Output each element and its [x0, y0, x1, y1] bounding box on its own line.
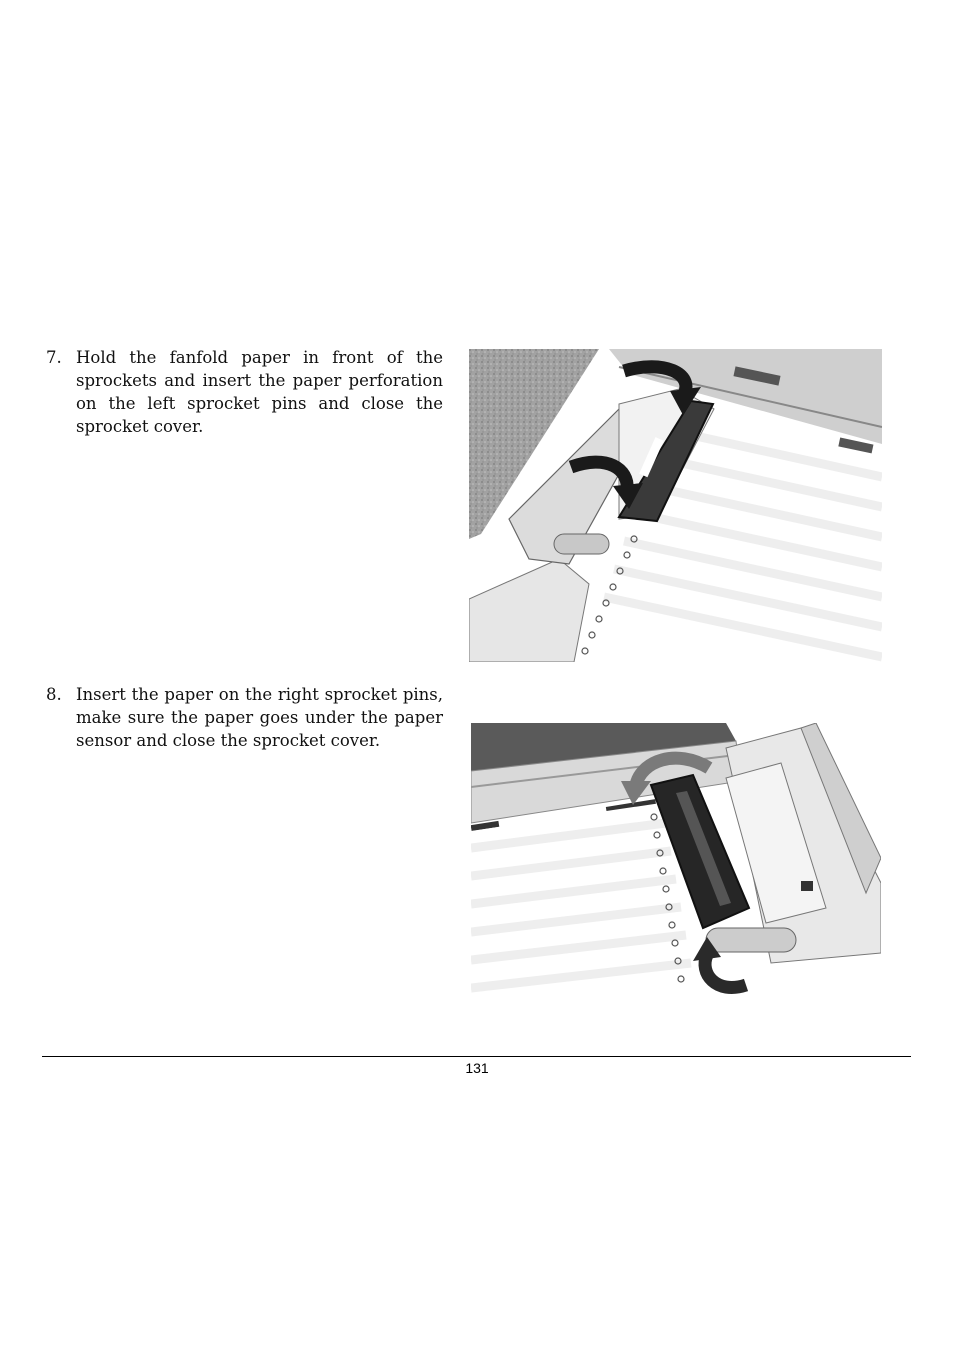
- step-number: 8.: [46, 685, 62, 704]
- left-sprocket-illustration: [469, 349, 882, 662]
- step-text: Hold the fanfold paper in front of the sprockets and insert the paper perforation on the left sprocket pins and close the sprocket cover.: [76, 348, 443, 436]
- footer-rule: [42, 1056, 911, 1057]
- page-number: 131: [465, 1060, 489, 1076]
- step-number: 7.: [46, 348, 62, 367]
- roller: [554, 534, 609, 554]
- arrow-lower: [705, 955, 746, 988]
- step-text: Insert the paper on the right sprocket pins, make sure the paper goes under the paper sensor and close the sprocket cover.: [76, 685, 443, 750]
- tractor-base: [469, 559, 589, 662]
- step-8: [46, 683, 443, 752]
- roller: [706, 928, 796, 952]
- step-7: [46, 346, 443, 438]
- right-sprocket-illustration: [471, 723, 881, 1003]
